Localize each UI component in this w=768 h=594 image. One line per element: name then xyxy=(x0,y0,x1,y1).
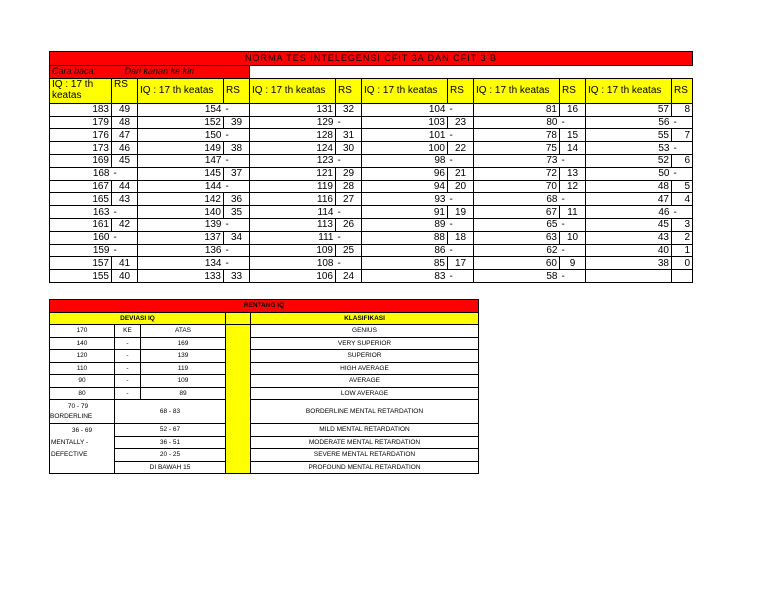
defective-deviation: 52 - 67 xyxy=(115,424,226,437)
iq-cell: 144 xyxy=(138,180,224,193)
header-iq-3: IQ : 17 th keatas xyxy=(250,78,336,103)
iq-cell: 48 xyxy=(586,180,672,193)
rs-cell: 10 xyxy=(560,231,586,244)
rs-cell: - xyxy=(448,244,474,257)
rs-cell: - xyxy=(224,257,250,270)
iq-cell: 157 xyxy=(50,257,112,270)
defective-label-1: MENTALLY - xyxy=(50,436,115,449)
rs-cell: 36 xyxy=(224,193,250,206)
reading-guide xyxy=(50,66,250,79)
iq-cell: 73 xyxy=(474,154,560,167)
range-sep: - xyxy=(115,362,141,375)
range-low: 140 xyxy=(50,337,115,350)
norm-row xyxy=(50,270,693,283)
norm-row xyxy=(50,231,693,244)
rs-cell: 37 xyxy=(224,167,250,180)
header-rs-2: RS xyxy=(224,78,250,103)
rs-cell: 29 xyxy=(336,167,362,180)
range-sep: KE xyxy=(115,325,141,338)
iq-cell: 100 xyxy=(362,142,448,155)
iq-cell: 55 xyxy=(586,129,672,142)
rs-cell: 38 xyxy=(224,142,250,155)
rs-cell: 30 xyxy=(336,142,362,155)
iq-cell: 43 xyxy=(586,231,672,244)
header-iq-1: IQ : 17 th keatas xyxy=(50,78,112,103)
rs-cell: - xyxy=(448,103,474,116)
header-rs-5: RS xyxy=(560,78,586,103)
rs-cell: - xyxy=(224,218,250,231)
iq-cell: 50 xyxy=(586,167,672,180)
iq-cell: 88 xyxy=(362,231,448,244)
rs-cell: - xyxy=(224,180,250,193)
rs-cell: 11 xyxy=(560,206,586,219)
defective-range: 36 - 69 xyxy=(50,424,115,437)
iq-cell: 169 xyxy=(50,154,112,167)
rs-cell: - xyxy=(336,116,362,129)
rs-cell: 14 xyxy=(560,142,586,155)
iq-cell: 113 xyxy=(250,218,336,231)
rs-cell: - xyxy=(560,270,586,283)
rs-cell: - xyxy=(672,142,693,155)
range-low: 120 xyxy=(50,350,115,363)
iq-cell: 57 xyxy=(586,103,672,116)
classification: MILD MENTAL RETARDATION xyxy=(251,424,479,437)
norm-row xyxy=(50,257,693,270)
iq-cell: 160 xyxy=(50,231,112,244)
norm-table-header xyxy=(50,78,693,103)
range-high: 119 xyxy=(141,362,226,375)
iq-cell: 183 xyxy=(50,103,112,116)
rs-cell: - xyxy=(672,167,693,180)
iq-cell: 140 xyxy=(138,206,224,219)
iq-cell: 161 xyxy=(50,218,112,231)
iq-cell: 46 xyxy=(586,206,672,219)
iq-cell: 124 xyxy=(250,142,336,155)
range-sep: - xyxy=(115,387,141,400)
iq-cell: 134 xyxy=(138,257,224,270)
iq-cell: 52 xyxy=(586,154,672,167)
rs-cell xyxy=(672,270,693,283)
range-high: 89 xyxy=(141,387,226,400)
rs-cell: - xyxy=(224,129,250,142)
rs-cell: 1 xyxy=(672,244,693,257)
iq-cell: 168 xyxy=(50,167,112,180)
rs-cell: 49 xyxy=(112,103,138,116)
iq-cell: 98 xyxy=(362,154,448,167)
iq-cell: 56 xyxy=(586,116,672,129)
norm-row xyxy=(50,244,693,257)
iq-cell: 86 xyxy=(362,244,448,257)
iq-norm-table xyxy=(49,51,693,283)
rs-cell: - xyxy=(336,231,362,244)
classification-header: KLASIFIKASI xyxy=(251,312,479,325)
iq-cell: 38 xyxy=(586,257,672,270)
iq-cell: 63 xyxy=(474,231,560,244)
norm-row xyxy=(50,206,693,219)
rs-cell: 40 xyxy=(112,270,138,283)
iq-cell: 150 xyxy=(138,129,224,142)
iq-cell: 167 xyxy=(50,180,112,193)
rs-cell: 34 xyxy=(224,231,250,244)
range-sep: - xyxy=(115,375,141,388)
iq-cell: 111 xyxy=(250,231,336,244)
rs-cell: 16 xyxy=(560,103,586,116)
rs-cell: 15 xyxy=(560,129,586,142)
defective-deviation: 36 - 51 xyxy=(115,436,226,449)
iq-cell: 108 xyxy=(250,257,336,270)
header-rs-6: RS xyxy=(672,78,693,103)
iq-cell: 103 xyxy=(362,116,448,129)
range-high: 169 xyxy=(141,337,226,350)
iq-cell: 96 xyxy=(362,167,448,180)
range-row xyxy=(50,350,479,363)
rs-cell: - xyxy=(448,154,474,167)
header-rs-3: RS xyxy=(336,78,362,103)
iq-cell: 119 xyxy=(250,180,336,193)
iq-cell: 81 xyxy=(474,103,560,116)
rs-cell: 28 xyxy=(336,180,362,193)
rs-cell: 24 xyxy=(336,270,362,283)
rs-cell: 19 xyxy=(448,206,474,219)
iq-range-table xyxy=(49,299,479,474)
rs-cell: - xyxy=(336,154,362,167)
iq-cell: 152 xyxy=(138,116,224,129)
iq-cell: 106 xyxy=(250,270,336,283)
range-row xyxy=(50,387,479,400)
reading-direction: Dari kanan ke kiri xyxy=(124,66,195,77)
rs-cell: 47 xyxy=(112,129,138,142)
iq-cell: 137 xyxy=(138,231,224,244)
rs-cell: 4 xyxy=(672,193,693,206)
classification: PROFOUND MENTAL RETARDATION xyxy=(251,461,479,474)
rs-cell: - xyxy=(672,206,693,219)
iq-cell: 65 xyxy=(474,218,560,231)
rs-cell: - xyxy=(224,154,250,167)
header-iq-2: IQ : 17 th keatas xyxy=(138,78,224,103)
norm-row xyxy=(50,129,693,142)
rs-cell: - xyxy=(112,167,138,180)
iq-cell: 176 xyxy=(50,129,112,142)
rs-cell: - xyxy=(672,116,693,129)
rs-cell: - xyxy=(112,206,138,219)
rs-cell: 41 xyxy=(112,257,138,270)
classification: MODERATE MENTAL RETARDATION xyxy=(251,436,479,449)
rs-cell: 0 xyxy=(672,257,693,270)
norm-row xyxy=(50,193,693,206)
rs-cell: 48 xyxy=(112,116,138,129)
iq-cell: 123 xyxy=(250,154,336,167)
iq-cell: 129 xyxy=(250,116,336,129)
iq-cell: 78 xyxy=(474,129,560,142)
rs-cell: 17 xyxy=(448,257,474,270)
iq-cell: 83 xyxy=(362,270,448,283)
rs-cell: 45 xyxy=(112,154,138,167)
header-rs-4: RS xyxy=(448,78,474,103)
iq-cell: 75 xyxy=(474,142,560,155)
iq-cell: 80 xyxy=(474,116,560,129)
rs-cell: - xyxy=(336,257,362,270)
rs-cell: 22 xyxy=(448,142,474,155)
iq-cell: 53 xyxy=(586,142,672,155)
iq-cell: 139 xyxy=(138,218,224,231)
header-iq-5: IQ : 17 th keatas xyxy=(474,78,560,103)
iq-cell: 128 xyxy=(250,129,336,142)
rs-cell: 42 xyxy=(112,218,138,231)
range-row-defective xyxy=(50,424,479,437)
rs-cell: 26 xyxy=(336,218,362,231)
header-iq-4: IQ : 17 th keatas xyxy=(362,78,448,103)
range-low: 90 xyxy=(50,375,115,388)
rs-cell: - xyxy=(112,244,138,257)
rs-cell: - xyxy=(336,206,362,219)
range-high: 139 xyxy=(141,350,226,363)
borderline-deviation: 68 - 83 xyxy=(115,400,226,424)
iq-cell: 91 xyxy=(362,206,448,219)
deviation-header: DEVIASI IQ xyxy=(50,312,226,325)
rs-cell: 20 xyxy=(448,180,474,193)
norm-row xyxy=(50,167,693,180)
norm-row xyxy=(50,142,693,155)
rs-cell: 32 xyxy=(336,103,362,116)
iq-cell: 101 xyxy=(362,129,448,142)
range-row xyxy=(50,337,479,350)
rs-cell: 25 xyxy=(336,244,362,257)
borderline-range: 70 - 79 xyxy=(67,402,89,410)
iq-cell: 72 xyxy=(474,167,560,180)
iq-cell: 45 xyxy=(586,218,672,231)
rs-cell: 3 xyxy=(672,218,693,231)
rs-cell: 9 xyxy=(560,257,586,270)
reading-guide-label: Cara baca: xyxy=(52,66,97,77)
rs-cell: - xyxy=(448,193,474,206)
range-row-defective xyxy=(50,449,479,462)
header-rs-1: RS xyxy=(112,78,138,103)
rs-cell: 46 xyxy=(112,142,138,155)
range-row xyxy=(50,362,479,375)
rs-cell: 12 xyxy=(560,180,586,193)
iq-cell: 68 xyxy=(474,193,560,206)
range-low: 80 xyxy=(50,387,115,400)
rs-cell: - xyxy=(448,129,474,142)
iq-cell: 179 xyxy=(50,116,112,129)
range-low: 170 xyxy=(50,325,115,338)
rs-cell: 2 xyxy=(672,231,693,244)
iq-cell: 58 xyxy=(474,270,560,283)
rs-cell: - xyxy=(560,218,586,231)
rs-cell: 27 xyxy=(336,193,362,206)
iq-cell: 136 xyxy=(138,244,224,257)
range-row-borderline xyxy=(50,400,479,424)
rs-cell: - xyxy=(560,244,586,257)
range-row xyxy=(50,375,479,388)
rs-cell: - xyxy=(560,154,586,167)
range-high: 109 xyxy=(141,375,226,388)
rs-cell: 44 xyxy=(112,180,138,193)
rs-cell: - xyxy=(560,116,586,129)
defective-deviation: DI BAWAH 15 xyxy=(115,461,226,474)
iq-cell xyxy=(586,270,672,283)
defective-label-2: DEFECTIVE xyxy=(50,449,115,462)
rs-cell: 43 xyxy=(112,193,138,206)
iq-cell: 67 xyxy=(474,206,560,219)
range-high: ATAS xyxy=(141,325,226,338)
iq-cell: 155 xyxy=(50,270,112,283)
range-sep: - xyxy=(115,350,141,363)
iq-cell: 114 xyxy=(250,206,336,219)
range-table-title: RENTANG IQ xyxy=(50,300,479,313)
classification: AVERAGE xyxy=(251,375,479,388)
classification: SEVERE MENTAL RETARDATION xyxy=(251,449,479,462)
iq-cell: 131 xyxy=(250,103,336,116)
iq-cell: 133 xyxy=(138,270,224,283)
rs-cell: - xyxy=(448,218,474,231)
iq-cell: 121 xyxy=(250,167,336,180)
rs-cell: 7 xyxy=(672,129,693,142)
iq-cell: 40 xyxy=(586,244,672,257)
borderline-label: BORDERLINE xyxy=(50,412,93,420)
iq-cell: 142 xyxy=(138,193,224,206)
rs-cell: 39 xyxy=(224,116,250,129)
iq-cell: 163 xyxy=(50,206,112,219)
iq-cell: 89 xyxy=(362,218,448,231)
classification: HIGH AVERAGE xyxy=(251,362,479,375)
iq-cell: 93 xyxy=(362,193,448,206)
rs-cell: 35 xyxy=(224,206,250,219)
iq-cell: 145 xyxy=(138,167,224,180)
iq-cell: 85 xyxy=(362,257,448,270)
norm-row xyxy=(50,154,693,167)
rs-cell: - xyxy=(224,103,250,116)
rs-cell: 21 xyxy=(448,167,474,180)
iq-cell: 165 xyxy=(50,193,112,206)
norm-row xyxy=(50,180,693,193)
classification: SUPERIOR xyxy=(251,350,479,363)
iq-cell: 104 xyxy=(362,103,448,116)
iq-cell: 47 xyxy=(586,193,672,206)
norm-row xyxy=(50,103,693,116)
iq-cell: 116 xyxy=(250,193,336,206)
range-row-defective xyxy=(50,461,479,474)
classification: BORDERLINE MENTAL RETARDATION xyxy=(251,400,479,424)
classification: GENIUS xyxy=(251,325,479,338)
norm-row xyxy=(50,218,693,231)
rs-cell: 31 xyxy=(336,129,362,142)
iq-cell: 60 xyxy=(474,257,560,270)
rs-cell: 6 xyxy=(672,154,693,167)
classification: LOW AVERAGE xyxy=(251,387,479,400)
iq-cell: 147 xyxy=(138,154,224,167)
iq-cell: 154 xyxy=(138,103,224,116)
rs-cell: 8 xyxy=(672,103,693,116)
range-row xyxy=(50,325,479,338)
iq-cell: 70 xyxy=(474,180,560,193)
iq-cell: 149 xyxy=(138,142,224,155)
norm-table-title: NORMA TES INTELEGENSI CFIT 3A DAN CFIT 3 B xyxy=(50,52,693,66)
rs-cell: 5 xyxy=(672,180,693,193)
iq-cell: 159 xyxy=(50,244,112,257)
rs-cell: - xyxy=(448,270,474,283)
rs-cell: 18 xyxy=(448,231,474,244)
classification: VERY SUPERIOR xyxy=(251,337,479,350)
rs-cell: - xyxy=(112,231,138,244)
range-row-defective xyxy=(50,436,479,449)
header-iq-6: IQ : 17 th keatas xyxy=(586,78,672,103)
defective-deviation: 20 - 25 xyxy=(115,449,226,462)
norm-row xyxy=(50,116,693,129)
rs-cell: - xyxy=(560,193,586,206)
iq-cell: 62 xyxy=(474,244,560,257)
iq-cell: 109 xyxy=(250,244,336,257)
iq-cell: 94 xyxy=(362,180,448,193)
rs-cell: 23 xyxy=(448,116,474,129)
range-low: 110 xyxy=(50,362,115,375)
rs-cell: 33 xyxy=(224,270,250,283)
rs-cell: 13 xyxy=(560,167,586,180)
iq-cell: 173 xyxy=(50,142,112,155)
range-sep: - xyxy=(115,337,141,350)
rs-cell: - xyxy=(224,244,250,257)
